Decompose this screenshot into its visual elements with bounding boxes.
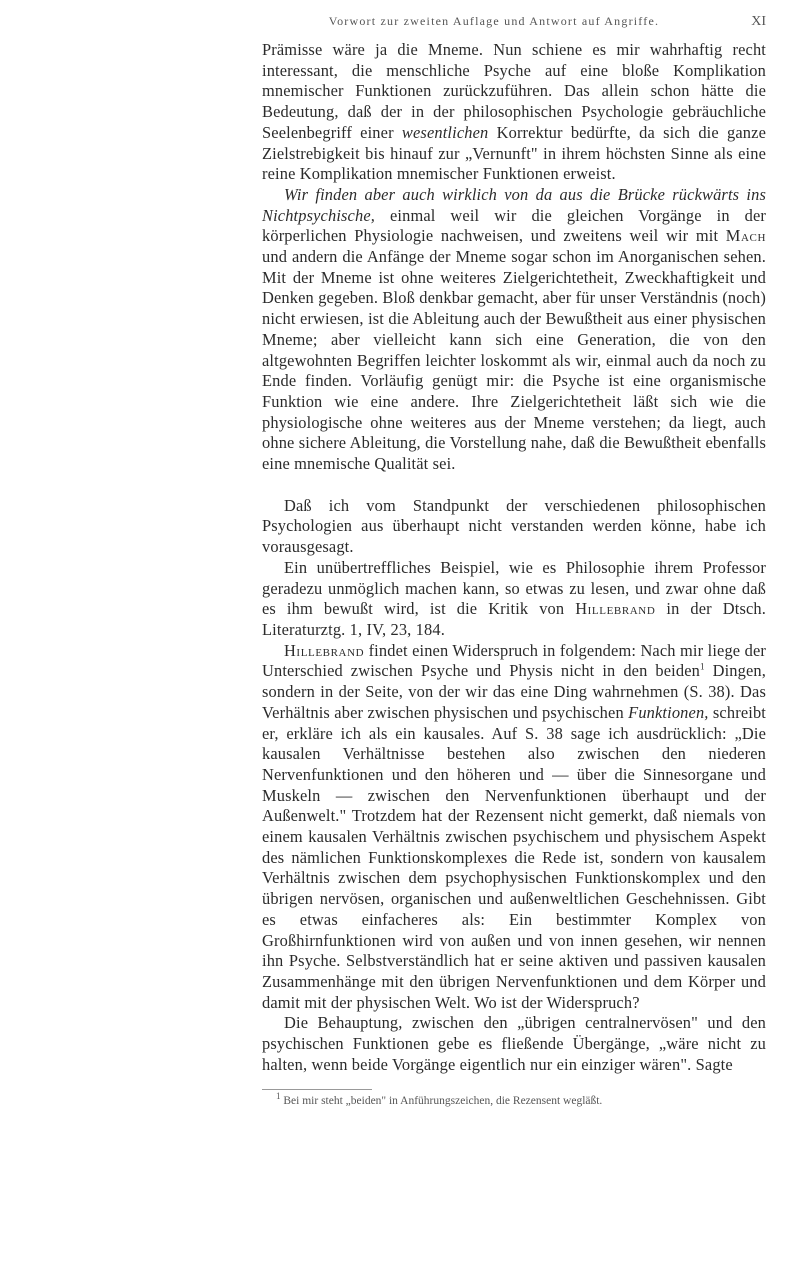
p1-tail: Korrektur bedürfte, da sich die ganze Zielstrebigkeit bis hinauf zur „Vernunft" in ihrem höchsten Sinne als eine reine Komplikation mnemischer Funktionen erweist. (262, 122, 767, 184)
p2-text-a: einmal weil wir die gleichen Vorgänge in der körperlichen Physiologie nachweisen, und zweitens weil wir mit (262, 205, 766, 246)
paragraph-4 (262, 558, 766, 641)
body-text (262, 40, 766, 1075)
p1-text: Prämisse wäre ja die Mneme. Nun schiene es mir wahrhaftig recht interessant, die menschliche Psyche auf eine bloße Komplikation mnemischer Funktionen zurückzuführen. Das allein schon hätte die Bedeutung, daß der in der philosophischen Psychologie gebräuchliche Seelenbegriff einer (262, 40, 766, 142)
p4-text-b: in der Dtsch. Literaturztg. 1, IV, 23, 184. (262, 599, 766, 639)
footnote-marker: 1 (276, 1091, 281, 1102)
p2-text-b: und andern die Anfänge der Mneme sogar schon im Anorganischen sehen. Mit der Mneme ist ohne weiteres Zielgerichtetheit, Zweckhaftigkeit und Denken gegeben. Bloß denkbar gemacht, aber für unser Verständnis (noch) nicht erwiesen, ist die Ableitung auch der Bewußtheit aus einer physischen Mneme; aber vielleicht kann sich eine Generation, die von den altgewohnten Begriffen leichter loskommt als wir, einmal auch da noch zu Ende finden. Vorläufig genügt mir: die Psyche ist eine organismische Funktion wie eine andere. Ihre Zielgerichtetheit läßt sich wie die physiologische ohne weiteres aus der Mneme verstehen; da liegt, auch ohne sichere Ableitung, die Vorstellung nahe, daß die Bewußtheit ebenfalls eine mnemische Qualität sei. (262, 247, 766, 474)
paragraph-2 (262, 185, 766, 475)
p2-emphasis: Wir finden aber auch wirklich von da aus die Brücke rückwärts ins Nichtpsychische, (262, 184, 766, 225)
p5-emphasis: Funktionen, (628, 702, 709, 722)
footnote-text: Bei mir steht „beiden" in Anführungszeichen, die Rezensent wegläßt. (280, 1095, 603, 1108)
running-head-title: Vorwort zur zweiten Auflage und Antwort auf Angriffe. (328, 14, 660, 28)
footnote (262, 1091, 766, 1109)
book-page (262, 14, 766, 1109)
p5-author-name: Hillebrand (284, 640, 365, 660)
paragraph-1 (262, 40, 766, 185)
paragraph-6 (262, 1013, 766, 1075)
p5-text-a: findet einen Widerspruch in folgendem: Nach mir liege der Unterschied zwischen Psyche und Physis nicht in den beiden (262, 640, 766, 681)
page-number: XI (751, 14, 766, 29)
footnote-ref: 1 (700, 661, 705, 672)
p3-text: Daß ich vom Standpunkt der verschiedenen philosophischen Psychologien aus überhaupt nicht verstanden werden könne, habe ich vorausgesagt. (262, 495, 766, 557)
running-head (262, 14, 766, 34)
p4-text-a: Ein unübertreffliches Beispiel, wie es Philosophie ihrem Professor geradezu unmöglich machen kann, so etwas zu lesen, und zwar ohne daß es ihm bewußt wird, ist die Kritik von (262, 557, 766, 619)
p4-author-name: Hillebrand (575, 599, 656, 619)
p5-text-b: Dingen, sondern in der Seite, von der wir das eine Ding wahrnehmen (S. 38). Das Verhältnis aber zwischen physischen und psychischen (262, 661, 767, 722)
footnote-divider (262, 1089, 372, 1090)
p1-emphasis: wesentlichen (401, 122, 489, 142)
p5-text-c: schreibt er, erkläre ich als ein kausales. Auf S. 38 sage ich ausdrücklich: „Die kausalen Verhältnisse bestehen also zwischen den niederen Nervenfunktionen und den höheren und — über die Sinnesorgane und Muskeln — zwischen den Nervenfunktionen überhaupt und der Außenwelt." Trotzdem hat der Rezensent nicht gemerkt, daß niemals von einem kausalen Verhältnis zwischen psychischem und physischem Aspekt des nämlichen Funktionskomplexes die Rede ist, sondern von kausalem Verhältnis zwischen dem psychophysischen Funktionskomplex und den übrigen nervösen, organischen und außenweltlichen Geschehnissen. Gibt es etwas einfacheres als: Ein bestimmter Komplex von Großhirnfunktionen wird von außen und von innen gesehen, wir nennen ihn Psyche. Selbstverständlich hat er seine aktiven und passiven kausalen Zusammenhänge mit den übrigen Nervenfunktionen und dem Körper und damit mit der physischen Welt. Wo ist der Widerspruch? (262, 702, 766, 1012)
p6-text: Die Behauptung, zwischen den „übrigen centralnervösen" und den psychischen Funktionen gebe es fließende Übergänge, „wäre nicht zu halten, wenn beide Vorgänge eigentlich nur ein einziger wären". Sagte (262, 1013, 766, 1074)
paragraph-3 (262, 496, 766, 558)
paragraph-5 (262, 641, 766, 1014)
p2-author-name: Mach (725, 226, 766, 246)
